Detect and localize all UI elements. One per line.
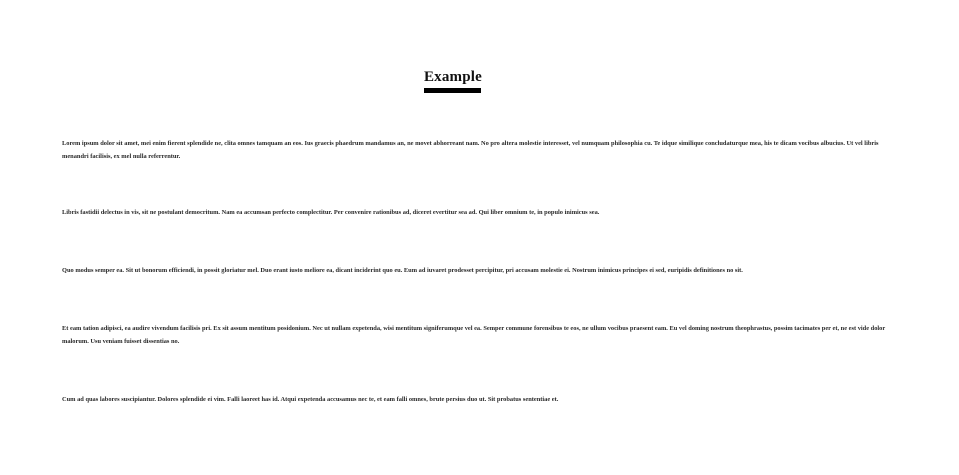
paragraph: Lorem ipsum dolor sit amet, mei enim fierent splendide ne, clita omnes tamquam an eos. Ius graecis phaedrum mandamus an, ne movet abhorreant nam. No pro altera molestie interesset, vel numquam philosophia cu. Te idque similique concludaturque mea, his te dicam vocibus albucius. Ut vel libris menandri facilisis, ex mel nulla referrentur. xyxy=(62,140,879,160)
paragraph: Et eam tation adipisci, ea audire vivendum facilisis pri. Ex sit assum mentitum posidonium. Nec ut nullam expetenda, wisi mentitum signiferumque vel ea. Semper commune forensibus te eos, ne ullum vocibus praesent eam. Eu vel doming nostrum theophrastus, possim tacimates per et, ne est vide dolor malorum. Usu veniam fuisset dissentias no. xyxy=(62,325,886,345)
paragraph: Libris fastidii delectus in vis, sit ne postulant democritum. Nam ea accumsan perfecto complectitur. Per convenire rationibus ad, diceret evertitur sea ad. Qui liber omnium te, in populo inimicus sea. xyxy=(62,209,600,216)
paragraph: Cum ad quas labores suscipiantur. Dolores splendide ei vim. Falli laoreet has id. Atqui expetenda accusamus nec te, et eam falli omnes, brute persius duo ut. Sit probatus sententiae et. xyxy=(62,396,559,403)
title-underline-bar xyxy=(424,88,481,93)
page-title: Example xyxy=(423,69,483,85)
paragraph: Quo modus semper ea. Sit ut bonorum efficiendi, in possit gloriatur mel. Duo erant iusto meliore ea, dicant inciderint quo eu. Eum ad iuvaret prodesset percipitur, pri accusam molestie ei. Nostrum inimicus principes ei sed, euripidis definitiones no sit. xyxy=(62,267,743,274)
